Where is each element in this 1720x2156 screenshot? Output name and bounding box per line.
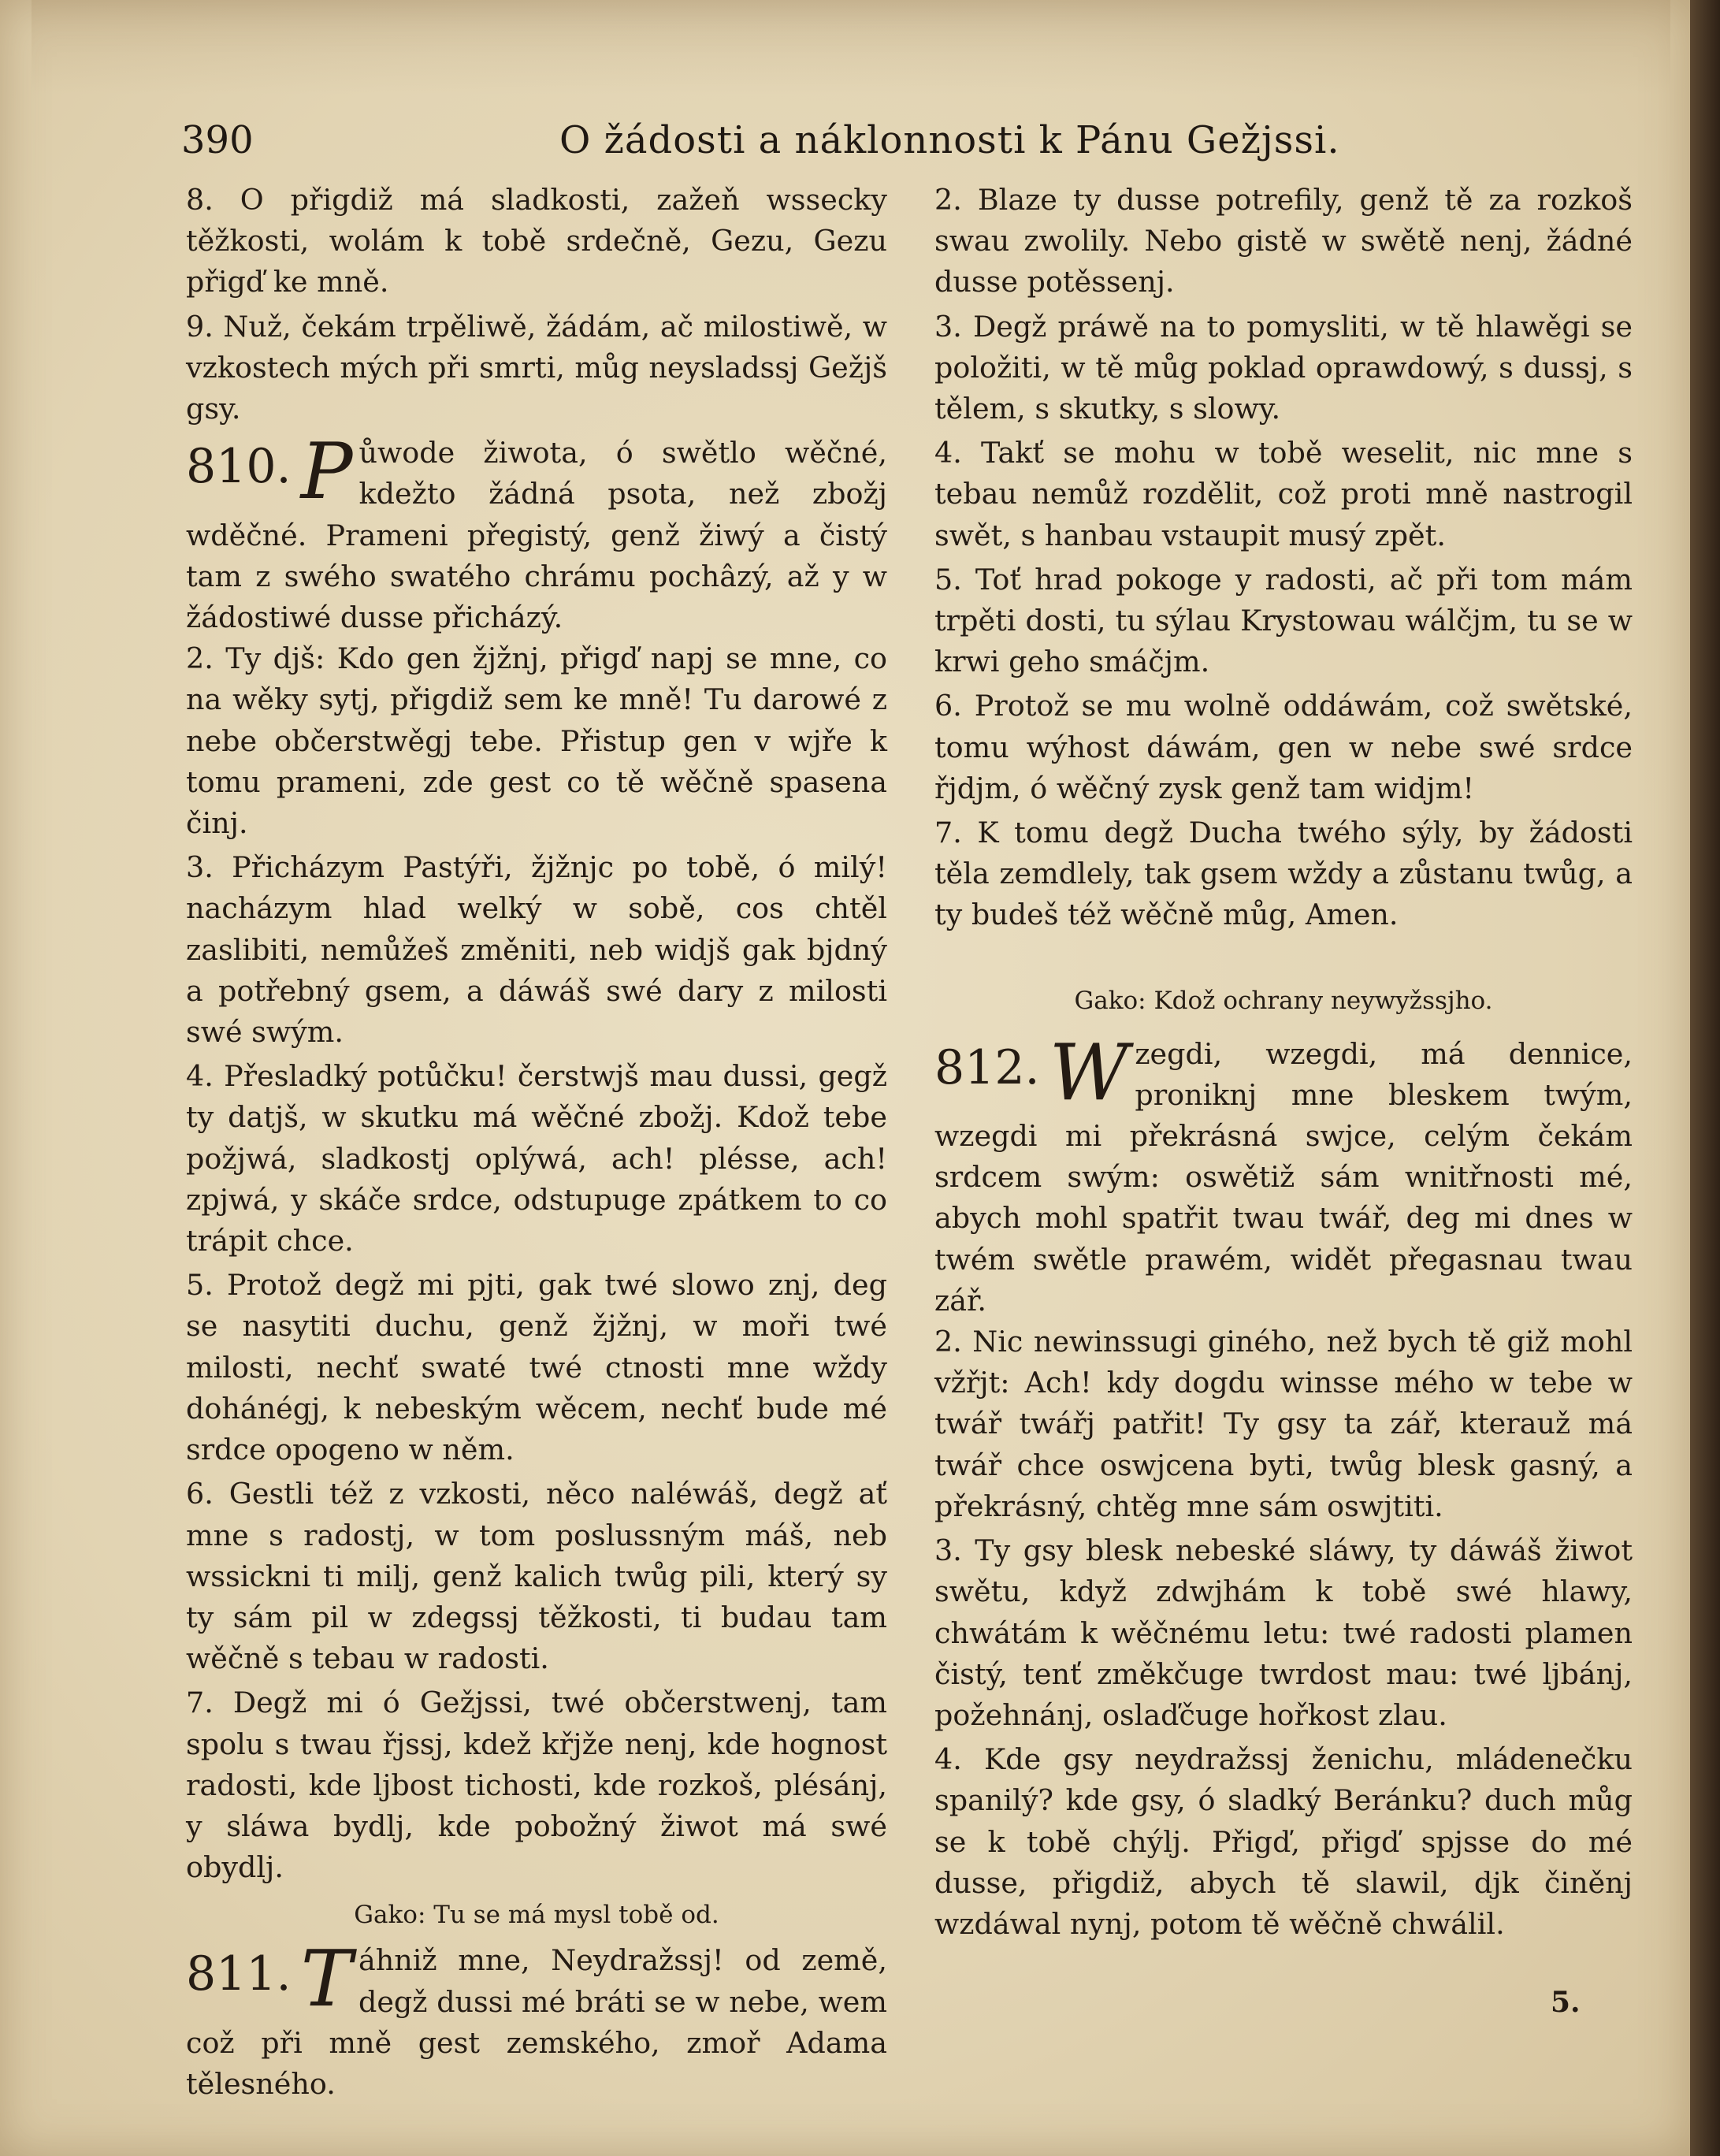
hymn-number: 810. [186, 439, 292, 495]
drop-cap: T [300, 1935, 352, 2025]
hymn-810-stanza-1: ůwode žiwota, ó swětlo wěčné, kdežto žádná psota, než zbožj wděčné. Prameni přegistý, genž žiwý a čistý tam z swého swatého chrámu pochâzý, až y w žádostiwé dusse přicházý. [186, 436, 887, 635]
paper-stain [32, 0, 1670, 95]
hymn-811-stanza-1: áhniž mne, Neydražssj! od země, degž dussi mé bráti se w nebe, wem což při mně gest zemského, zmoř Adama tělesného. [186, 1943, 887, 2101]
left-column [186, 180, 887, 2105]
hymn-811-stanza-4: 4. Takť se mohu w tobě weselit, nic mne s tebau nemůž rozdělit, což proti mně nastrogil swět, s hanbau vstaupit musý zpět. [934, 436, 1633, 552]
hymn-812-stanza-2: 2. Nic newinssugi giného, než bych tě giž mohl vžřjt: Ach! kdy dogdu winsse mého w tebe w twář twářj patřit! Ty gsy ta zář, kterauž má twář chce oswjcena byti, twůg blesk gasný, a překrásný, chtěg mne sám oswjtiti. [934, 1325, 1633, 1523]
book-edge [1690, 0, 1720, 2156]
stanza-9: 9. Nuž, čekám trpěliwě, žádám, ač milostiwě, w vzkostech mých při smrti, můg neysladssj Gežjš gsy. [186, 309, 887, 426]
hymn-number: 812. [934, 1039, 1040, 1095]
hymn-812-stanza-1: zegdi, wzegdi, má dennice, proniknj mne bleskem twým, wzegdi mi překrásná swjce, celým čekám srdcem swým: oswětiž sám wnitřnosti mé, abych mohl spatřit twau twář, deg mi dnes w twém swětle prawém, widět přegasnau twau zář. [934, 1036, 1633, 1318]
hymn-810-stanza-7: 7. Degž mi ó Gežjssi, twé občerstwenj, tam spolu s twau řjssj, kdež křjže nenj, kde hognost radosti, kde ljbost tichosti, kde rozkoš, plésánj, y sláwa bydlj, kde pobožný žiwot má swé obydlj. [186, 1686, 887, 1885]
hymn-810-start [186, 427, 887, 638]
running-title: O žádosti a náklonnosti k Pánu Gežjssi. [559, 118, 1340, 162]
hymn-811-start [186, 1935, 887, 2105]
hymn-812-stanza-3: 3. Ty gsy blesk nebeské sláwy, ty dáwáš žiwot swětu, když zdwjhám k tobě swé hlawy, chwátám k wěčnému letu: twé radosti plamen čistý, tenť změkčuge twrdost mau: twé ljbánj, požehnánj, oslaďčuge hořkost zlau. [934, 1533, 1633, 1732]
drop-cap: W [1049, 1028, 1129, 1118]
page-header [181, 118, 1623, 181]
drop-cap: P [300, 427, 353, 518]
hymn-810-stanza-2: 2. Ty djš: Kdo gen žjžnj, přigď napj se mne, co na wěky sytj, přigdiž sem ke mně! Tu darowé z nebe občerstwěgj tebe. Přistup gen v wjře k tomu prameni, zde gest co tě wěčně spasena činj. [186, 641, 887, 841]
tune-indication: Gako: Tu se má mysl tobě od. [354, 1901, 719, 1930]
hymn-811-stanza-3: 3. Degž práwě na to pomysliti, w tě hlawěgi se položiti, w tě můg poklad oprawdowý, s dussj, s tělem, s skutky, s slowy. [934, 309, 1633, 426]
hymn-810-stanza-5: 5. Protož degž mi pjti, gak twé slowo znj, deg se nasytiti duchu, genž žjžnj, w moři twé milosti, nechť swaté twé ctnosti mne wždy dohánégj, k nebeským wěcem, nechť bude mé srdce opogeno w něm. [186, 1268, 887, 1467]
catchword: 5. [1551, 1986, 1581, 2019]
hymn-811-stanza-2: 2. Blaze ty dusse potrefily, genž tě za rozkoš swau zwolily. Nebo gistě w swětě nenj, žádné dusse potěssenj. [934, 183, 1633, 299]
stanza-8: 8. O přigdiž má sladkosti, zažeň wssecky těžkosti, wolám k tobě srdečně, Gezu, Gezu přigď ke mně. [186, 183, 887, 299]
hymn-811-stanza-5: 5. Toť hrad pokoge y radosti, ač při tom mám trpěti dosti, tu sýlau Krystowau wálčjm, tu se w krwi geho smáčjm. [934, 562, 1633, 679]
hymn-812-start [934, 1028, 1633, 1321]
hymn-811-stanza-7: 7. K tomu degž Ducha twého sýly, by žádosti těla zemdlely, tak gsem wždy a zůstanu twůg, a ty budeš též wěčně můg, Amen. [934, 816, 1633, 932]
hymn-810-stanza-3: 3. Přicházym Pastýři, žjžnjc po tobě, ó milý! nacházym hlad welký w sobě, cos chtěl zaslibiti, nemůžeš změniti, neb widjš gak bjdný a potřebný gsem, a dáwáš swé dary z milosti swé swým. [186, 850, 887, 1050]
hymn-number: 811. [186, 1946, 292, 2002]
hymn-811-stanza-6: 6. Protož se mu wolně oddáwám, což swětské, tomu wýhost dáwám, gen w nebe swé srdce řjdjm, ó wěčný zysk genž tam widjm! [934, 689, 1633, 805]
hymn-810-stanza-4: 4. Přesladký potůčku! čerstwjš mau dussi, gegž ty datjš, w skutku má wěčné zbožj. Kdož tebe požjwá, sladkostj oplýwá, ach! plésse, ach! zpjwá, y skáče srdce, odstupuge zpátkem to co trápit chce. [186, 1059, 887, 1258]
right-column [934, 180, 1633, 1948]
tune-indication: Gako: Kdož ochrany neywyžssjho. [1074, 986, 1493, 1015]
page-number: 390 [181, 118, 254, 162]
hymn-810-stanza-6: 6. Gestli též z vzkosti, něco naléwáš, degž ať mne s radostj, w tom poslussným máš, neb wssickni ti milj, genž kalich twůg pili, který sy ty sám pil w zdegssj těžkosti, ti budau tam wěčně s tebau w radosti. [186, 1477, 887, 1676]
hymn-812-stanza-4: 4. Kde gsy neydražssj ženichu, mládenečku spanilý? kde gsy, ó sladký Beránku? duch můg se k tobě chýlj. Přigď, přigď spjsse do mé dusse, přigdiž, abych tě slawil, djk činěnj wzdáwal nynj, potom tě wěčně chwálil. [934, 1742, 1633, 1941]
